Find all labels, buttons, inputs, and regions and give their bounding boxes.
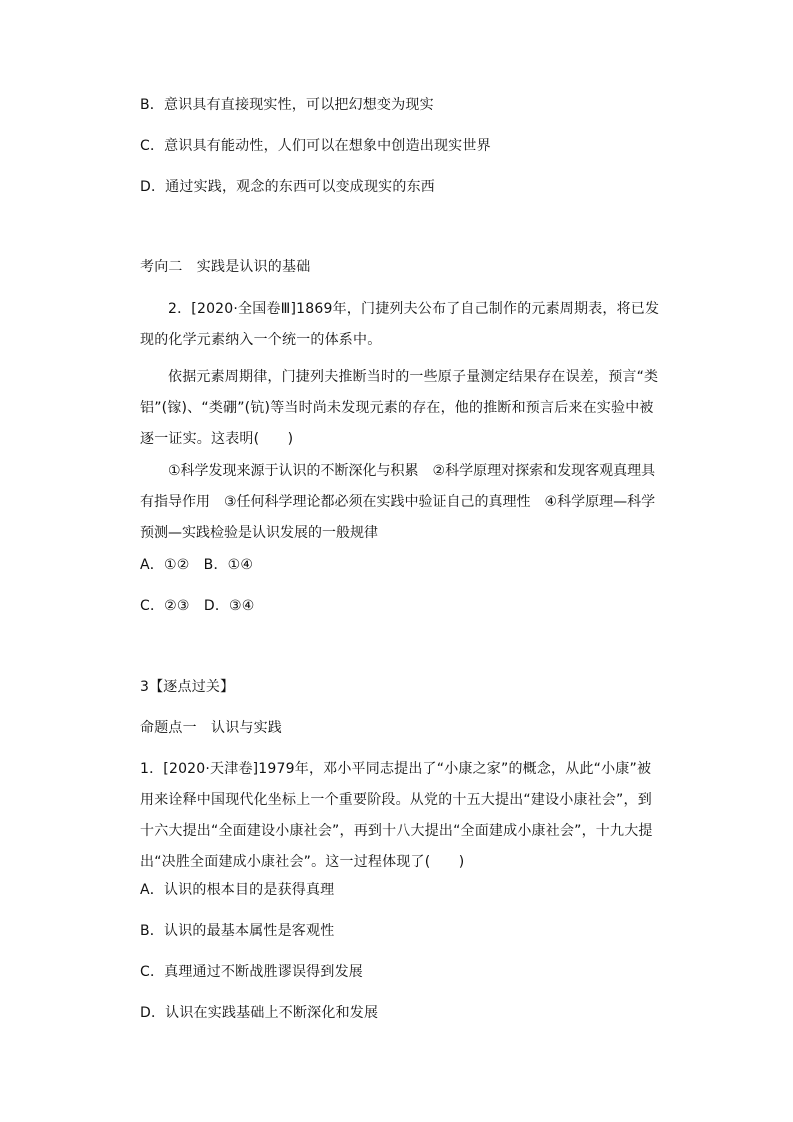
- subheading: 命题点一 认识与实践: [140, 720, 282, 736]
- option-c: C．意识具有能动性，人们可以在想象中创造出现实世界: [140, 138, 491, 154]
- q1-option-b: B．认识的最基本属性是客观性: [140, 923, 335, 939]
- question-2-statements: ①科学发现来源于认识的不断深化与积累 ②科学原理对探索和发现客观真理具有指导作用 ③任何科学理论都必须在实践中验证自己的真理性 ④科学原理—科学预测—实践检验是认识发展的一般规律: [140, 463, 656, 541]
- question-2-intro: 2．[2020·全国卷Ⅲ]1869年，门捷列夫公布了自己制作的元素周期表，将已发现的化学元素纳入一个统一的体系中。: [140, 301, 660, 348]
- question-1: 1．[2020·天津卷]1979年，邓小平同志提出了“小康之家”的概念，从此“小康”被用来诠释中国现代化坐标上一个重要阶段。从党的十五大提出“建设小康社会”，到十六大提出“全面建设小康社会”，再到十八大提出“全面建成小康社会”，十九大提出“决胜全面建成小康社会”。这一过程体现了( ): [140, 761, 653, 870]
- q1-option-c: C．真理通过不断战胜谬误得到发展: [140, 964, 363, 980]
- question-2-body: 依据元素周期律，门捷列夫推断当时的一些原子量测定结果存在误差，预言“类铝”(镓)、“类硼”(钪)等当时尚未发现元素的存在，他的推断和预言后来在实验中被逐一证实。这表明( ): [140, 369, 659, 447]
- question-2-options-row2: C．②③ D．③④: [140, 598, 255, 614]
- section-heading: 考向二 实践是认识的基础: [140, 259, 311, 275]
- q1-option-a: A．认识的根本目的是获得真理: [140, 882, 335, 898]
- option-b: B．意识具有直接现实性，可以把幻想变为现实: [140, 97, 434, 113]
- section-title: 3【逐点过关】: [140, 679, 235, 695]
- option-d: D．通过实践，观念的东西可以变成现实的东西: [140, 179, 435, 195]
- question-2-options-row1: A．①② B．①④: [140, 557, 254, 573]
- q1-option-d: D．认识在实践基础上不断深化和发展: [140, 1005, 379, 1021]
